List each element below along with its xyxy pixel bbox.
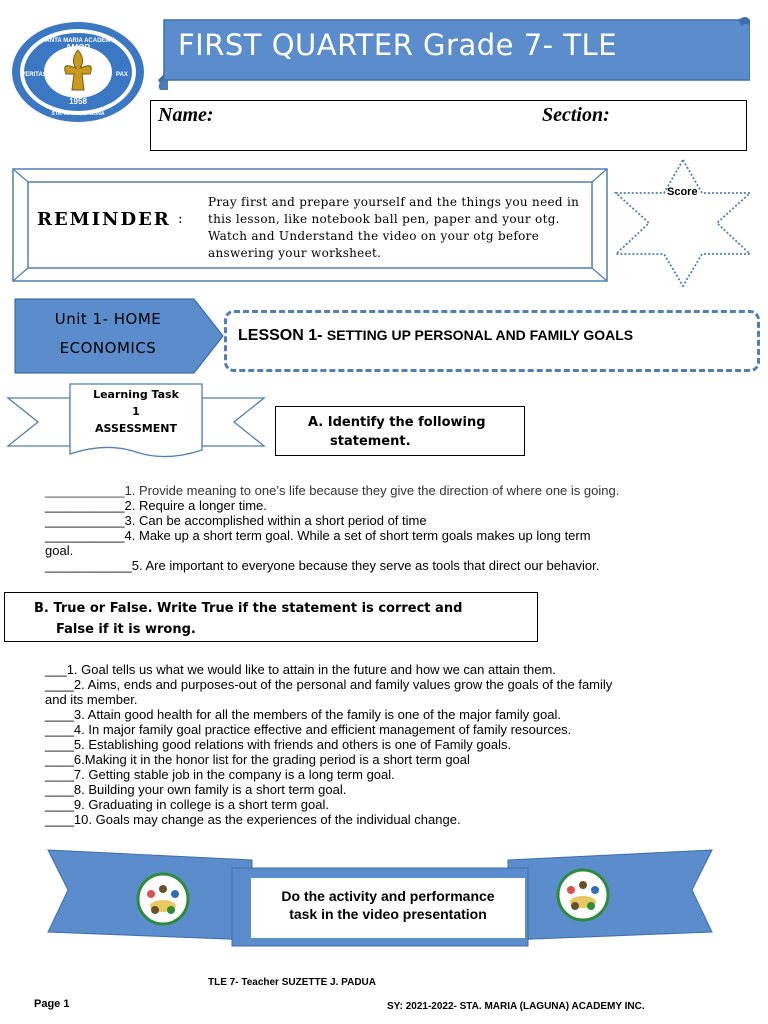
score-star-shape[interactable] [612, 158, 754, 288]
question-b5[interactable]: ____5. Establishing good relations with friends and others is one of Family goals. [45, 737, 512, 752]
question-a1[interactable]: ___________1. Provide meaning to one’s life because they give the direction of where one is going. [45, 483, 620, 498]
section-a-title-line-2: statement. [330, 434, 411, 449]
seal-top-text: SANTA MARIA ACADEMY [41, 38, 115, 44]
question-a2[interactable]: ___________2. Require a longer time. [45, 498, 267, 513]
family-group-icon [136, 872, 190, 926]
section-label: Section: [542, 104, 610, 126]
section-a-title-line-1: A. Identify the following [308, 415, 486, 430]
question-b3[interactable]: ____3. Attain good health for all the members of the family is one of the major family goal. [45, 707, 561, 722]
learning-task-line-3: ASSESSMENT [95, 422, 177, 435]
family-group-icon-right [556, 868, 610, 922]
footer-teacher: TLE 7- Teacher SUZETTE J. PADUA [208, 977, 376, 988]
page-number: Page 1 [34, 998, 70, 1010]
question-b6[interactable]: ____6.Making it in the honor list for the grading period is a short term goal [45, 752, 470, 767]
question-b8[interactable]: ____8. Building your own family is a short term goal. [45, 782, 347, 797]
name-label: Name: [158, 104, 214, 126]
unit-title [28, 305, 188, 363]
seal-bottom-text: STA. MARIA, LAGUNA [51, 111, 105, 117]
footer-school-year: SY: 2021-2022- STA. MARIA (LAGUNA) ACADEMY INC. [387, 1001, 645, 1012]
seal-year-text: 1958 [69, 97, 87, 106]
seal-left-text: VERITAS [21, 72, 47, 78]
question-a5[interactable]: ____________5. Are important to everyone because they serve as tools that direct our behavior. [45, 558, 600, 573]
learning-task-line-2: 1 [132, 405, 140, 418]
name-section-box[interactable] [150, 100, 747, 151]
activity-text [251, 887, 525, 923]
question-b10[interactable]: ____10. Goals may change as the experiences of the individual change. [45, 812, 461, 827]
activity-line-1: Do the activity and performance [281, 888, 495, 904]
section-a-items [45, 483, 715, 573]
question-b4[interactable]: ____4. In major family goal practice effective and efficient management of family resources. [45, 722, 572, 737]
lesson-title [238, 327, 633, 345]
section-b-title-line-2: False if it is wrong. [56, 622, 196, 637]
question-b1[interactable]: ___1. Goal tells us what we would like to attain in the future and how we can attain them. [45, 662, 556, 677]
question-a3[interactable]: ___________3. Can be accomplished within a short period of time [45, 513, 427, 528]
score-label: Score [667, 186, 698, 198]
unit-line-2: ECONOMICS [59, 339, 157, 357]
reminder-title: REMINDER [37, 209, 171, 230]
question-a4-continued: goal. [45, 543, 74, 558]
activity-line-2: task in the video presentation [289, 906, 487, 922]
question-a4[interactable]: ___________4. Make up a short term goal. While a set of short term goals makes up long term [45, 528, 591, 543]
lesson-prefix: LESSON 1- [238, 327, 327, 344]
question-b7[interactable]: ____7. Getting stable job in the company is a long term goal. [45, 767, 395, 782]
seal-center-text: AMOR [65, 43, 91, 52]
question-b9[interactable]: ____9. Graduating in college is a short term goal. [45, 797, 330, 812]
section-b-items [45, 662, 715, 827]
section-b-title [34, 598, 534, 640]
page-title: FIRST QUARTER Grade 7- TLE [178, 28, 618, 62]
reminder-colon: : [178, 211, 183, 227]
school-seal-logo [10, 20, 146, 124]
seal-right-text: PAX [116, 72, 128, 78]
unit-line-1: Unit 1- HOME [54, 310, 162, 328]
section-b-title-line-1: B. True or False. Write True if the statement is correct and [34, 601, 463, 616]
section-a-title [308, 413, 518, 451]
question-b2-continued: and its member. [45, 692, 138, 707]
lesson-name: SETTING UP PERSONAL AND FAMILY GOALS [326, 327, 634, 343]
question-b2[interactable]: ____2. Aims, ends and purposes-out of the personal and family values grow the goals of the family [45, 677, 613, 692]
learning-task-line-1: Learning Task [93, 388, 179, 401]
reminder-text: Pray first and prepare yourself and the things you need in this lesson, like notebook ball pen, paper and your otg. Watch and Understand the video on your otg before answering your worksheet. [208, 195, 580, 260]
learning-task-label [70, 386, 202, 437]
